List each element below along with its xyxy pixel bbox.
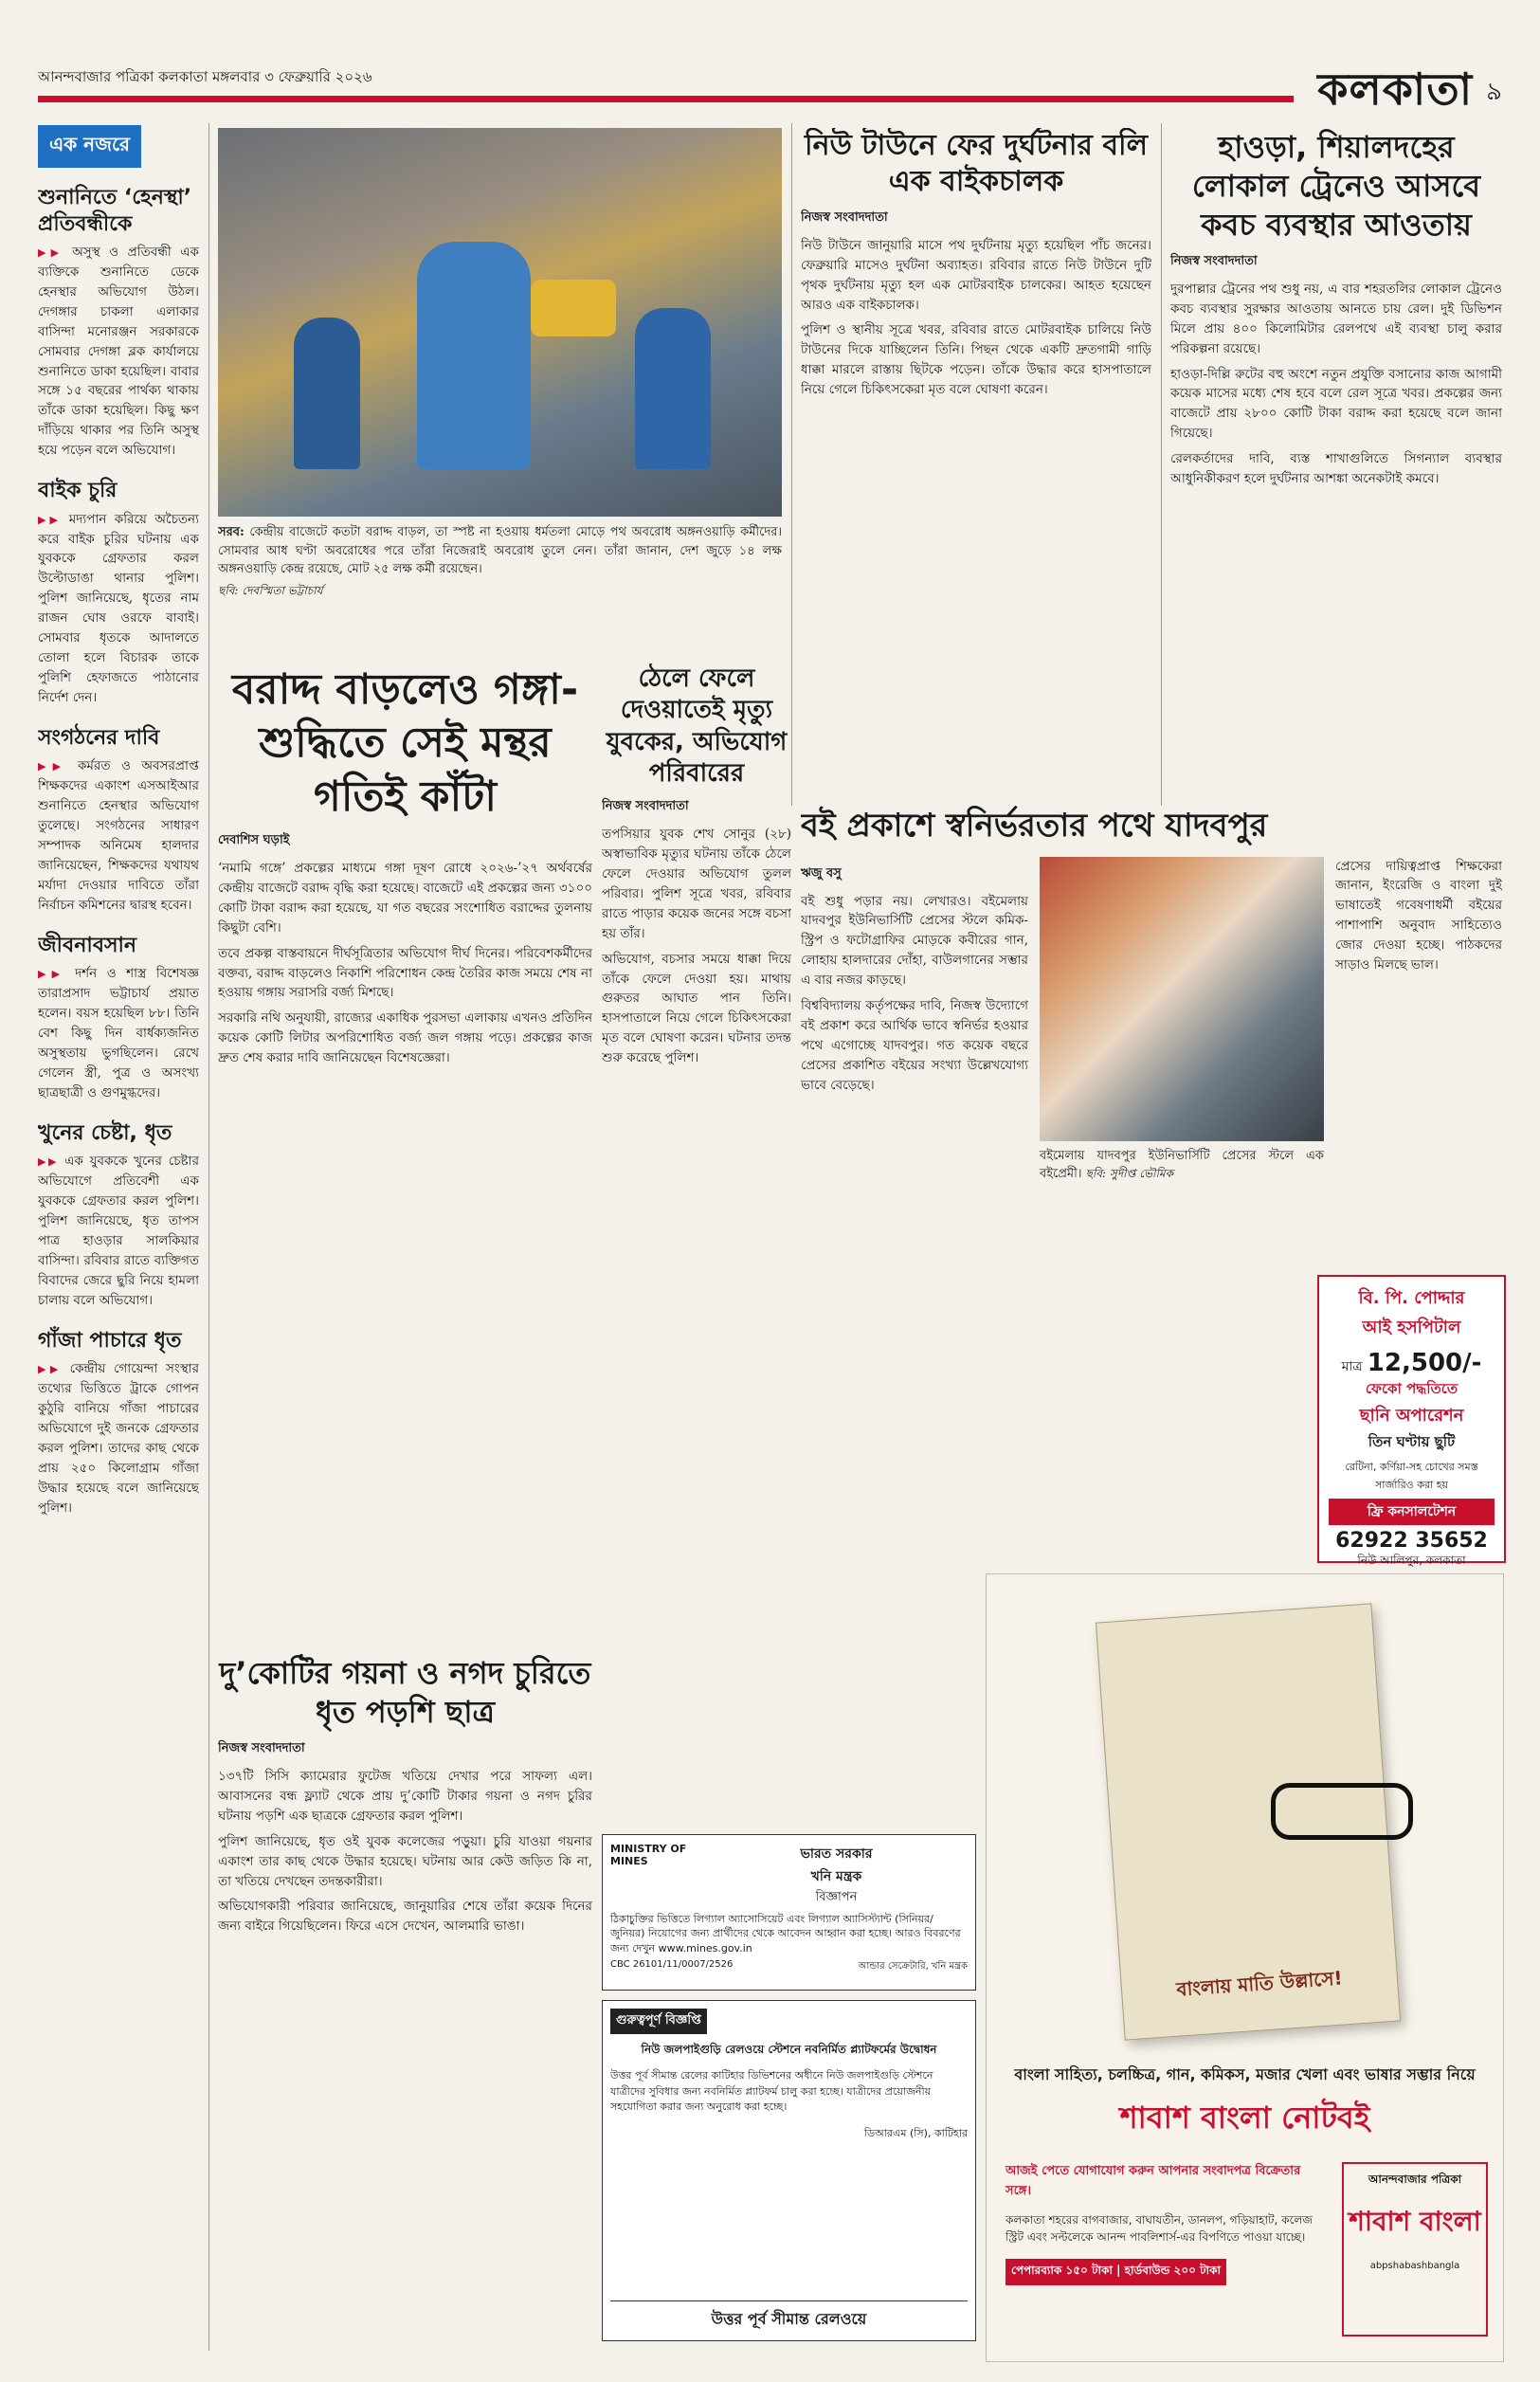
book-tagline: বাংলা সাহিত্য, চলচ্চিত্র, গান, কমিকস, মজার খেলা এবং ভাষার সম্ভার নিয়ে — [1014, 2065, 1476, 2083]
brief-title: বাইক চুরি — [38, 479, 118, 503]
jadavpur-story — [801, 806, 1502, 1261]
theft-story — [218, 1654, 592, 2355]
cover-text: বাংলায় মাতি উল্লাসে! — [1175, 1966, 1344, 2001]
jadavpur-paragraph: প্রেসের দায়িত্বপ্রাপ্ত শিক্ষকেরা জানান, ইংরেজি ও বাংলা দুই ভাষাতেই গবেষণাধর্মী বইয়ের পাশাপাশি অনুবাদ সাহিত্যেও জোর দেওয়া হচ্ছে। পাঠকদের সাড়াও মিলছে ভাল। — [1335, 858, 1502, 973]
rail-footer: উত্তর পূর্ব সীমান্ত রেলওয়ে — [610, 2300, 968, 2333]
kavach-story — [1170, 128, 1502, 791]
brief-title: খুনের চেষ্টা, ধৃত — [38, 1120, 172, 1145]
push-byline: নিজস্ব সংবাদদাতা — [602, 799, 689, 814]
newtown-headline: নিউ টাউনে ফের দুর্ঘটনার বলি এক বাইকচালক — [805, 129, 1148, 199]
push-story — [602, 664, 791, 1649]
photo-caption: কেন্দ্রীয় বাজেটে কতটা বরাদ্দ বাড়ল, তা স্পষ্ট না হওয়ায় ধর্মতলা মোড়ে পথ অবরোধ অঙ্গনওয়াড়ি কর্মীদের। সোমবার আধ ঘণ্টা অবরোধের পরে তাঁরা নিজেরাই অবরোধ তুলে নেন। তাঁরা জানান, দেশ জুড়ে ১৪ লক্ষ অঙ্গনওয়াড়ি কেন্দ্র রয়েছে, মোট ২৫ লক্ষ কর্মী রয়েছেন। — [218, 525, 782, 576]
brand-social: abpshabashbangla — [1369, 2260, 1460, 2271]
theft-paragraph: ১৩৭টি সিসি ক্যামেরার ফুটেজ খতিয়ে দেখার পরে সাফল্য এল। আবাসনের বন্ধ ফ্ল্যাট থেকে প্রায় দু’কোটি টাকার গয়না ও নগদ চুরির ঘটনায় পড়শি এক ছাত্রকে গ্রেফতার করল পুলিশ। — [218, 1768, 592, 1824]
theft-headline: দু’কোটির গয়না ও নগদ চুরিতে ধৃত পড়শি ছাত্র — [219, 1655, 591, 1730]
mines-title: ভারত সরকার — [800, 1846, 873, 1862]
price-prefix: মাত্র — [1341, 1359, 1363, 1374]
kavach-headline: হাওড়া, শিয়ালদহের লোকাল ট্রেনেও আসবে কবচ ব্যবস্থার আওতায় — [1191, 129, 1481, 243]
brief-text: ▶▶ এক যুবককে খুনের চেষ্টার অভিযোগে প্রতিবেশী এক যুবককে গ্রেফতার করল পুলিশ। পুলিশ জানিয়েছে, ধৃত তাপস পাত্র হাওড়ার সালকিয়ার বাসিন্দা। রবিবার রাতে ব্যক্তিগত বিবাদের জেরে ছুরি নিয়ে হামলা চালায় বলে অভিযোগ। — [38, 1152, 199, 1310]
push-headline: ঠেলে ফেলে দেওয়াতেই মৃত্যু যুবকের, অভিযোগ পরিবারের — [606, 664, 788, 788]
brand-top: আনন্দবাজার পত্রিকা — [1368, 2173, 1462, 2186]
photo-caption-block — [218, 523, 782, 646]
hospital-line: ফ্রি কনসালটেশন — [1329, 1499, 1495, 1525]
book-ad — [986, 1573, 1504, 2362]
hospital-line: তিন ঘণ্টায় ছুটি — [1368, 1433, 1456, 1450]
brief-text: ▶▶ দর্শন ও শাস্ত্র বিশেষজ্ঞ তারাপ্রসাদ ভট্টাচার্য প্রয়াত হলেন। বয়স হয়েছিল ৮৮। তিনি বেশ কিছু দিন বার্ধক্যজনিত অসুস্থতায় ভুগছিলেন। রেখে গেলেন স্ত্রী, পুত্র ও অসংখ্য ছাত্রছাত্রী ও গুণমুগ্ধদের। — [38, 964, 199, 1102]
book-price: পেপারব্যাক ১৫০ টাকা | হার্ডবাউন্ড ২০০ টাকা — [1006, 2259, 1226, 2285]
at-a-glance-heading: এক নজরে — [38, 125, 141, 168]
caption-label: সরব: — [218, 525, 245, 539]
rail-body: উত্তর পূর্ব সীমান্ত রেলের কাটিহার ডিভিশনের অধীনে নিউ জলপাইগুড়ি স্টেশনে যাত্রীদের সুবিধার জন্য নবনির্মিত প্ল্যাটফর্ম চালু করা হচ্ছে। যাত্রীদের প্রয়োজনীয় সহযোগিতা করার জন্য অনুরোধ করা হচ্ছে। — [610, 2069, 933, 2113]
protester-figure — [294, 318, 360, 469]
rail-notice — [602, 2000, 976, 2341]
left-column — [38, 125, 199, 2353]
taxi-shape — [531, 280, 616, 336]
kavach-byline: নিজস্ব সংবাদদাতা — [1170, 253, 1258, 268]
hospital-line: ফেকো পদ্ধতিতে — [1365, 1380, 1458, 1397]
glasses-icon — [1271, 1783, 1413, 1840]
hospital-address: নিউ আলিপুর, কলকাতা — [1357, 1554, 1466, 1567]
brief-text: ▶▶ অসুস্থ ও প্রতিবন্ধী এক ব্যক্তিকে শুনানিতে ডেকে হেনস্থার অভিযোগ উঠল। দেগঙ্গার চাকলা এলাকার বাসিন্দা মনোরঞ্জন সরকারকে সোমবার দেগঙ্গা ব্লক কার্যালয়ে শুনানিতে ডাকা হয়েছিল। বাবার সঙ্গে ১৫ বছরের পার্থক্য থাকায় তাঁকে ডাকা হয়েছিল। কিছু ক্ষণ দাঁড়িয়ে থাকার পর তিনি অসুস্থ হয়ে পড়েন বলে অভিযোগ। — [38, 243, 199, 461]
brand-main: শাবাশ বাংলা — [1349, 2206, 1481, 2237]
brief-title: সংগঠনের দাবি — [38, 725, 160, 750]
brief-text: ▶▶ কেন্দ্রীয় গোয়েন্দা সংস্থার তথ্যের ভিত্তিতে ট্রাকে গোপন কুঠুরি বানিয়ে গাঁজা পাচারের অভিযোগে দুই জনকে গ্রেফতার করল পুলিশ। তাদের কাছ থেকে প্রায় ২৫০ কিলোগ্রাম গাঁজা উদ্ধার হয়েছে বলে জানিয়েছে পুলিশ। — [38, 1359, 199, 1518]
rail-signer: ডিআরএম (সি), কাটিহার — [863, 2126, 968, 2139]
price-amount: 12,500/- — [1367, 1349, 1482, 1377]
kavach-paragraph: দুরপাল্লার ট্রেনের পথ শুধু নয়, এ বার শহরতলির লোকাল ট্রেনেও কবচ ব্যবস্থার সুরক্ষার আওতায় আনতে চায় রেল। দুই ডিভিশন মিলে প্রায় ৪০০ কিলোমিটার রেলপথে এই ব্যবস্থা চালু করার পরিকল্পনা রয়েছে। — [1170, 281, 1502, 356]
hospital-line: ছানি অপারেশন — [1359, 1406, 1464, 1426]
rail-subheader: নিউ জলপাইগুড়ি রেলওয়ে স্টেশনে নবনির্মিত প্ল্যাটফর্মের উদ্বোধন — [641, 2043, 937, 2056]
book-title: শাবাশ বাংলা নোটবই — [1119, 2100, 1370, 2136]
brief-title: শুনানিতে ‘হেনস্থা’ প্রতিবন্ধীকে — [38, 186, 192, 236]
jadavpur-headline: বই প্রকাশে স্বনির্ভরতার পথে যাদবপুর — [801, 807, 1268, 845]
mines-ministry: MINISTRY OF MINES — [610, 1843, 687, 1867]
brief-text: ▶▶ কর্মরত ও অবসরপ্রাপ্ত শিক্ষকদের একাংশ এসআইআর শুনানিতে হেনস্থার অভিযোগ তুলেছে। সংগঠনের সাধারণ সম্পাদক অনিমেষ হালদার জানিয়েছেন, শিক্ষকদের যথাযথ মর্যাদা দেওয়ার দাবিতে তাঁরা নির্বাচন কমিশনের দ্বারস্থ হবেন। — [38, 756, 199, 915]
theft-byline: নিজস্ব সংবাদদাতা — [218, 1740, 305, 1755]
ganga-story — [218, 664, 592, 1649]
brief-title: জীবনাবসান — [38, 933, 137, 957]
mines-title: খনি মন্ত্রক — [810, 1869, 862, 1884]
masthead-date: আনন্দবাজার পত্রিকা কলকাতা মঙ্গলবার ৩ ফেব্রুয়ারি ২০২৬ — [38, 68, 372, 85]
masthead — [38, 57, 1502, 115]
book-availability: কলকাতা শহরের বাগবাজার, বাঘাযতীন, ডানলপ, গড়িয়াহাট, কলেজ স্ট্রিট এবং সল্টলেকে আনন্দ পাবলিশার্স-এর বিপণিতে পাওয়া যাচ্ছে। — [1006, 2213, 1314, 2244]
brief-title: গাঁজা পাচারে ধৃত — [38, 1328, 182, 1353]
rail-header: গুরুত্বপূর্ণ বিজ্ঞপ্তি — [610, 2009, 707, 2034]
ganga-byline: দেবাশিস ঘড়াই — [218, 832, 290, 847]
hospital-line: রেটিনা, কর্ণিয়া-সহ চোখের সমস্ত সার্জারিও করা হয় — [1345, 1461, 1478, 1491]
ganga-paragraph: ‘নমামি গঙ্গে’ প্রকল্পের মাধ্যমে গঙ্গা দূষণ রোধে ২০২৬-’২৭ অর্থবর্ষের কেন্দ্রীয় বাজেটে বরাদ্দ বৃদ্ধি করা হয়েছে। বাজেটে এই প্রকল্পের জন্য ৩১০০ কোটি টাকা বরাদ্দ করা হয়েছে, যা গত বছরের সংশোধিত বরাদ্দের তুলনায় কিছুটা বেশি। — [218, 860, 592, 936]
protest-photo — [218, 128, 782, 517]
photo-credit: ছবি: দেবস্মিতা ভট্টাচার্য — [218, 583, 323, 597]
hospital-phone: 62922 35652 — [1335, 1529, 1488, 1553]
column-rule — [208, 123, 209, 2351]
jadavpur-photo-caption: বইমেলায় যাদবপুর ইউনিভার্সিটি প্রেসের স্টলে এক বইপ্রেমী। — [1040, 1148, 1324, 1182]
masthead-rule — [38, 96, 1294, 102]
newtown-byline: নিজস্ব সংবাদদাতা — [801, 209, 888, 225]
newtown-paragraph: নিউ টাউনে জানুয়ারি মাসে পথ দুর্ঘটনায় মৃত্যু হয়েছিল পাঁচ জনের। ফেব্রুয়ারি মাসেও দুর্ঘটনা অব্যাহত। রবিবার রাতে নিউ টাউনে দুটি পৃথক দুর্ঘটনায় মৃত্যু হল এক মোটরবাইক চালকের। আহত হয়েছেন আরও এক বাইকচালক। — [801, 237, 1151, 313]
jadavpur-photo-credit: ছবি: সুদীপ্ত ভৌমিক — [1085, 1167, 1173, 1181]
mines-body: ঠিকাচুক্তির ভিত্তিতে লিগ্যাল অ্যাসোসিয়েট এবং লিগ্যাল অ্যাসিস্ট্যান্ট (সিনিয়র/জুনিয়র) নিয়োগের জন্য প্রার্থীদের থেকে আবেদন আহ্বান করা হচ্ছে। আরও বিবরণের জন্য দেখুন www.mines.gov.in — [610, 1913, 961, 1955]
protester-figure — [417, 242, 531, 469]
mines-ref: CBC 26101/11/0007/2526 — [610, 1959, 734, 1971]
kavach-paragraph: হাওড়া-দিল্লি রুটের বহু অংশে নতুন প্রযুক্তি বসানোর কাজ আগামী কয়েক মাসের মধ্যে শেষ হবে বলে রেল সূত্রে খবর। প্রকল্পের জন্য বাজেটে প্রায় ২৮০০ কোটি টাকা বরাদ্দ করা হয়েছে বলে জানা গিয়েছে। — [1170, 366, 1502, 442]
mines-title: বিজ্ঞাপন — [815, 1890, 858, 1904]
hospital-name: বি. পি. পোদ্দার — [1358, 1288, 1465, 1308]
column-rule — [1161, 123, 1162, 806]
jadavpur-byline: ঋজু বসু — [801, 865, 842, 881]
ganga-paragraph: তবে প্রকল্প বাস্তবায়নে দীর্ঘসূত্রিতার অভিযোগ দীর্ঘ দিনের। পরিবেশকর্মীদের বক্তব্য, বরাদ্দ বাড়লেও নিকাশি পরিশোধন কেন্দ্র তৈরির কাজ সময়ে শেষ না হওয়ায় গঙ্গায় সরাসরি বর্জ্য মিশছে। — [218, 945, 592, 1001]
push-paragraph: অভিযোগ, বচসার সময়ে ধাক্কা দিয়ে তাঁকে ফেলে দেওয়া হয়। মাথায় গুরুতর আঘাত পান তিনি। হাসপাতালে নিয়ে গেলে চিকিৎসকেরা মৃত বলে ঘোষণা করেন। ঘটনার তদন্ত শুরু করেছে পুলিশ। — [602, 951, 791, 1066]
section-title: কলকাতা — [1317, 64, 1474, 115]
mines-notice — [602, 1834, 976, 1991]
ganga-headline: বরাদ্দ বাড়লেও গঙ্গা-শুদ্ধিতে সেই মন্থর গতিই কাঁটা — [231, 665, 579, 821]
jadavpur-paragraph: বিশ্ববিদ্যালয় কর্তৃপক্ষের দাবি, নিজস্ব উদ্যোগে বই প্রকাশ করে আর্থিক ভাবে স্বনির্ভর হওয়ার পথে এগোচ্ছে যাদবপুর। গত কয়েক বছরে প্রেসের প্রকাশিত বইয়ের সংখ্যা উল্লেখযোগ্য ভাবে বেড়েছে। — [801, 998, 1028, 1093]
book-cta: আজই পেতে যোগাযোগ করুন আপনার সংবাদপত্র বিক্রেতার সঙ্গে। — [1006, 2164, 1301, 2198]
kavach-paragraph: রেলকর্তাদের দাবি, ব্যস্ত শাখাগুলিতে সিগন্যাল ব্যবস্থার আধুনিকীকরণ হলে দুর্ঘটনার আশঙ্কা অনেকটাই কমবে। — [1170, 451, 1502, 487]
theft-paragraph: পুলিশ জানিয়েছে, ধৃত ওই যুবক কলেজের পড়ুয়া। চুরি যাওয়া গয়নার একাংশ তার কাছ থেকে উদ্ধার হয়েছে। ঘটনায় আর কেউ জড়িত কি না, তা খতিয়ে দেখছেন তদন্তকারীরা। — [218, 1833, 592, 1889]
mines-signer: আন্ডার সেক্রেটারি, খনি মন্ত্রক — [858, 1961, 968, 1973]
protester-figure — [635, 308, 711, 469]
newtown-paragraph: পুলিশ ও স্থানীয় সূত্রে খবর, রবিবার রাতে মোটরবাইক চালিয়ে নিউ টাউনের দিকে যাচ্ছিলেন তিনি। পিছন থেকে একটি দ্রুতগামী গাড়ি ধাক্কা মারলে রাস্তায় ছিটকে পড়েন। তাঁকে উদ্ধার করে হাসপাতালে নিয়ে গেলে চিকিৎসকেরা মৃত বলে ঘোষণা করেন। — [801, 322, 1151, 398]
newtown-story — [801, 128, 1151, 791]
bookfair-photo — [1040, 857, 1324, 1141]
push-paragraph: তপসিয়ার যুবক শেখ সোনুর (২৮) অস্বাভাবিক মৃত্যুর ঘটনায় তাঁকে ঠেলে ফেলে দেওয়ার অভিযোগ তুলল পরিবার। পুলিশ সূত্রে খবর, রবিবার রাতে পাড়ার কয়েক জনের সঙ্গে বচসা হয় তাঁর। — [602, 827, 791, 941]
column-rule — [791, 123, 792, 806]
jadavpur-paragraph: বই শুধু পড়ার নয়। লেখারও। বইমেলায় যাদবপুর ইউনিভার্সিটি প্রেসের স্টলে কমিক-স্ট্রিপ ও ফটোগ্রাফির মোড়কে কবীরের গান, লোহায় হালদারের দোঁহা, বাউলগানের সম্ভার এ বার নজর কাড়ছে। — [801, 893, 1028, 989]
book-brand — [1342, 2162, 1488, 2337]
hospital-ad — [1317, 1275, 1506, 1567]
ganga-paragraph: সরকারি নথি অনুযায়ী, রাজ্যের একাধিক পুরসভা এলাকায় এখনও প্রতিদিন কয়েক কোটি লিটার অপরিশোধিত বর্জ্য জল গঙ্গায় পড়ে। প্রকল্পের কাজ দ্রুত শেষ করার দাবি জানিয়েছেন বিশেষজ্ঞেরা। — [218, 1010, 592, 1066]
hospital-name-2: আই হসপিটাল — [1362, 1318, 1461, 1337]
page-number: ৯ — [1486, 78, 1502, 106]
theft-paragraph: অভিযোগকারী পরিবার জানিয়েছে, জানুয়ারির শেষে তাঁরা কয়েক দিনের জন্য বাইরে গিয়েছিলেন। ফিরে এসে দেখেন, আলমারি ভাঙা। — [218, 1899, 592, 1935]
brief-text: ▶▶ মদ্যপান করিয়ে অচৈতন্য করে বাইক চুরির ঘটনায় এক যুবককে গ্রেফতার করল উল্টোডাঙা থানার পুলিশ। পুলিশ জানিয়েছে, ধৃতের নাম রাজন ঘোষ ওরফে বাবাই। সোমবার ধৃতকে আদালতে তোলা হলে বিচারক তাকে পুলিশি হেফাজতে পাঠানোর নির্দেশ দেন। — [38, 510, 199, 708]
